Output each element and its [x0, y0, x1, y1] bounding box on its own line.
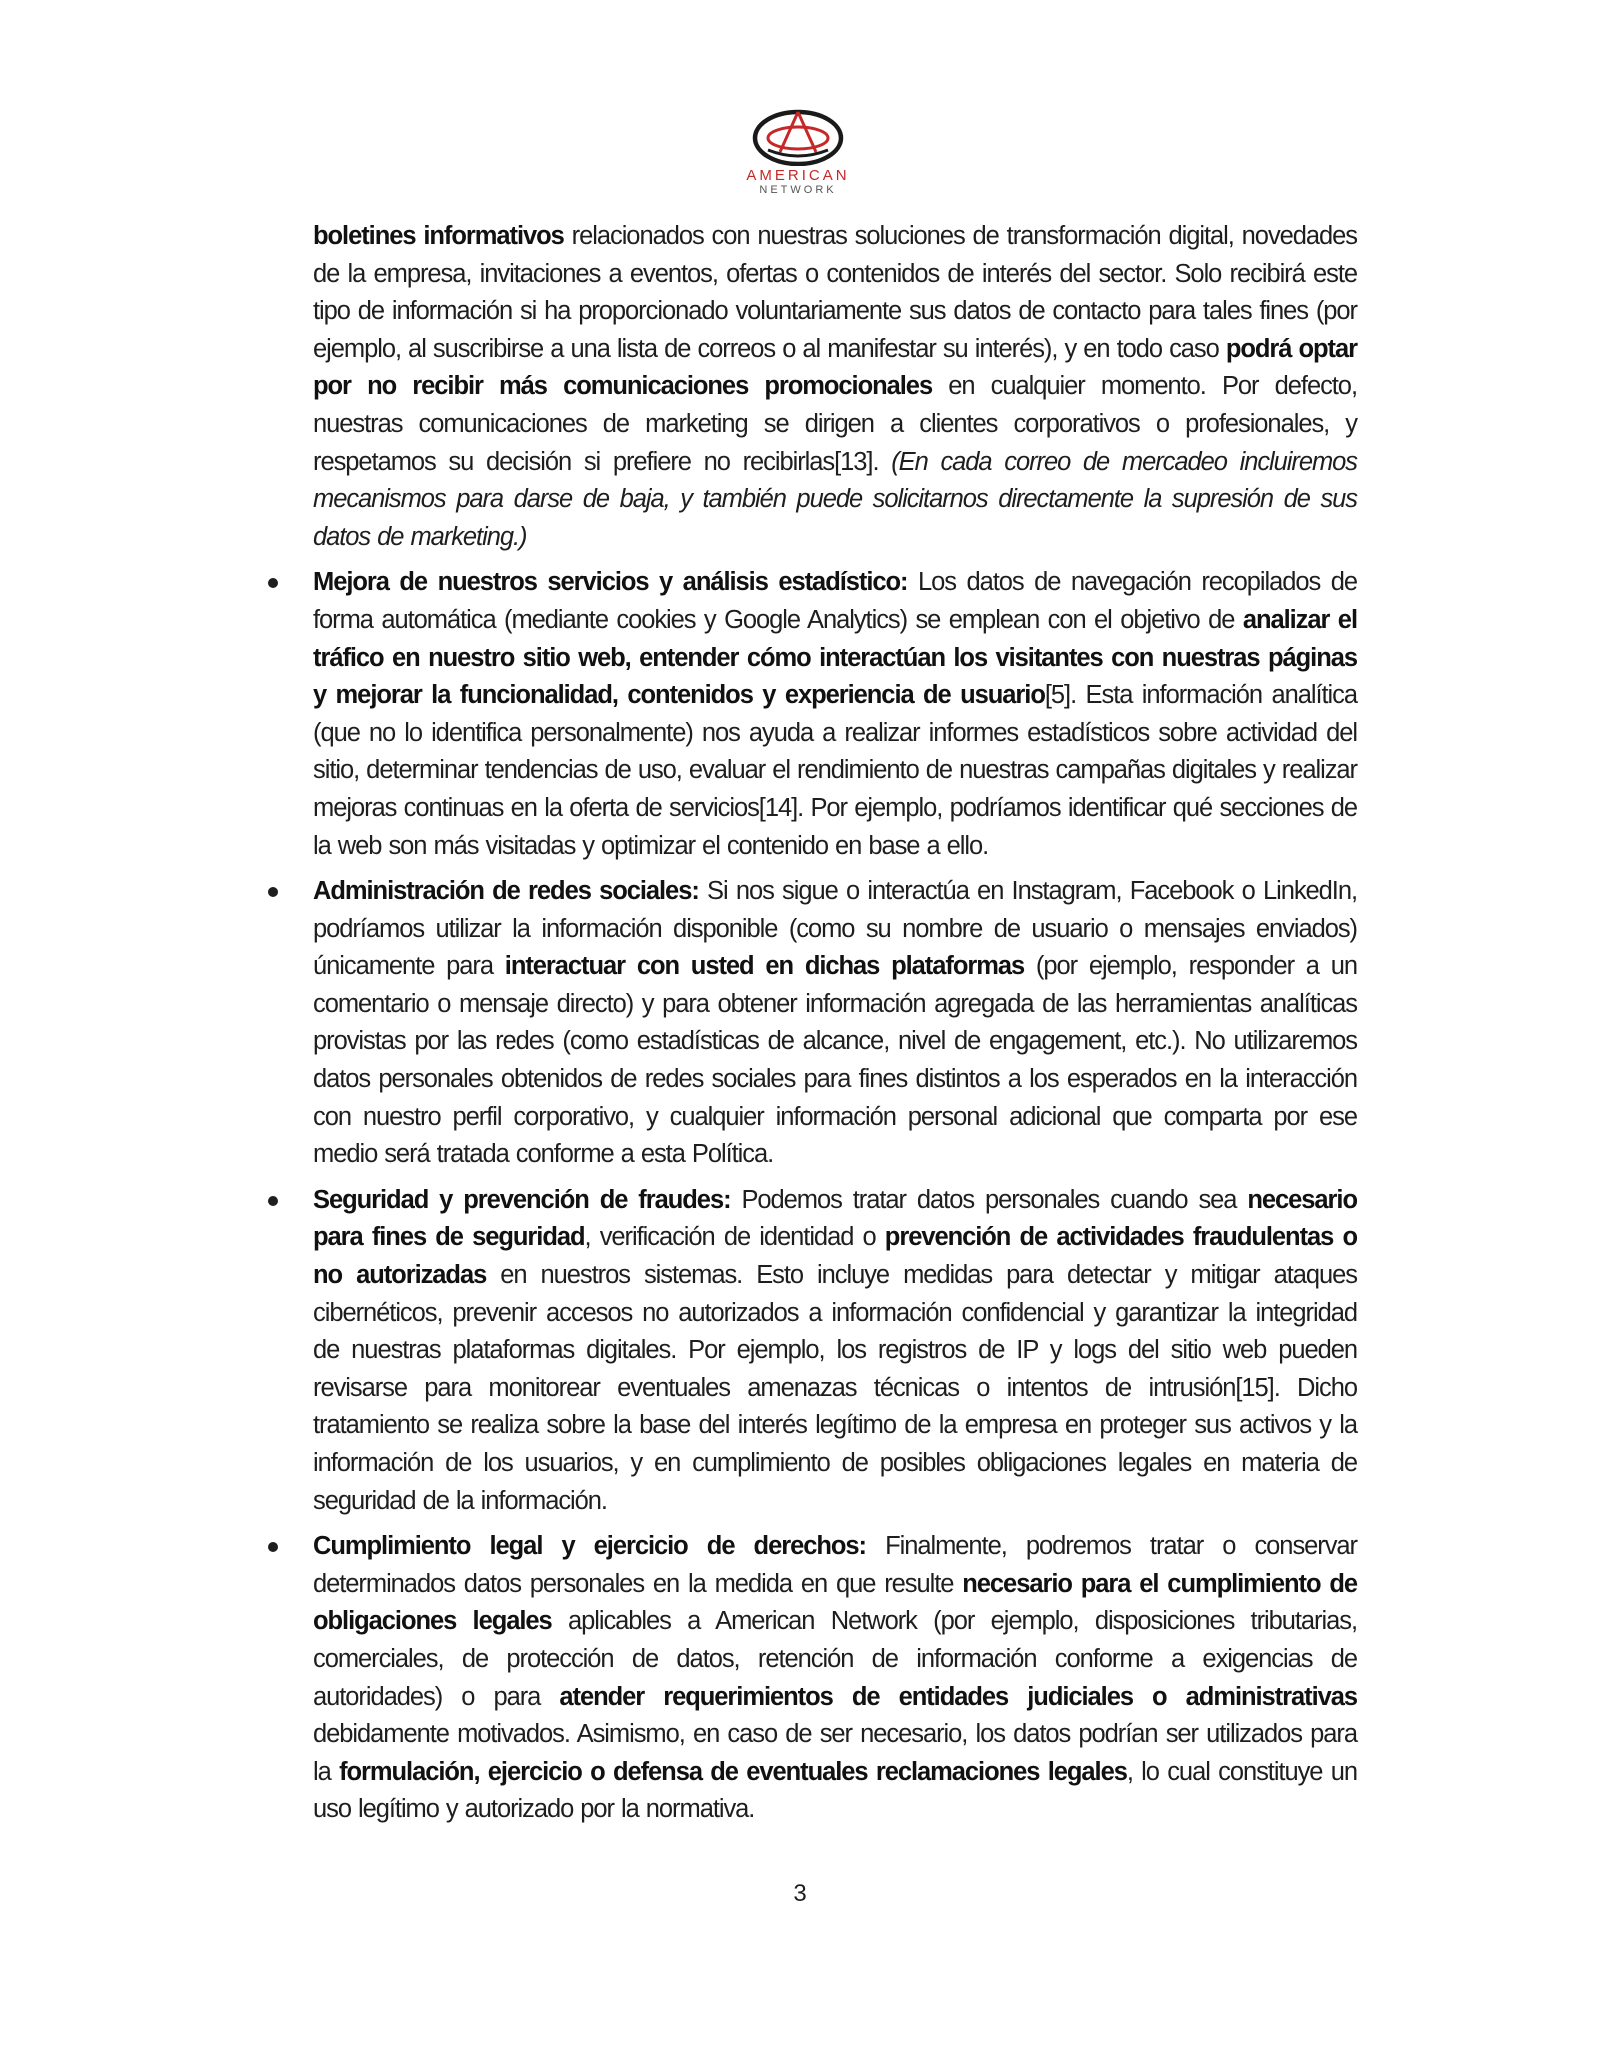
bold-text: podrá optar por no recibir más comunicaciones promocionales [313, 334, 1357, 401]
intro-paragraph [313, 218, 1357, 556]
body-text: (por ejemplo, responder a un comentario o mensaje directo) y para obtener información agregada de las herramientas analíticas provistas por las redes (como estadísticas de alcance, nivel de engagement, etc.). No utilizaremos datos personales obtenidos de redes sociales para fines distintos a los esperados en la interacción con nuestro perfil corporativo, y cualquier información personal adicional que comparta por ese medio será tratada conforme a esta Política. [313, 952, 1358, 1169]
page-number: 3 [793, 1880, 807, 1907]
bold-text: prevención de actividades fraudulentas o no autorizadas [313, 1223, 1357, 1290]
list-item-legal-compliance [313, 1528, 1357, 1829]
logo-text-american: AMERICAN [746, 167, 850, 184]
bullet-heading: Administración de redes sociales: [313, 877, 699, 906]
logo-text-network: NETWORK [759, 184, 837, 196]
body-text: , verificación de identidad o [584, 1223, 885, 1252]
body-text: debidamente motivados. Asimismo, en caso de ser necesario, los datos podrían ser utilizados para la [313, 1720, 1357, 1786]
body-text: en nuestros sistemas. Esto incluye medidas para detectar y mitigar ataques cibernéticos, prevenir accesos no autorizados a información confidencial y garantizar la integridad de nuestras plataformas digitales. Por ejemplo, los registros de IP y logs del sitio web pueden revisarse para monitorear eventuales amenazas técnicas o intentos de intrusión[15]. Dicho tratamiento se realiza sobre la base del interés legítimo de la empresa en proteger sus activos y la información de los usuarios, y en cumplimiento de posibles obligaciones legales en materia de seguridad de la información. [313, 1261, 1357, 1515]
body-text: [5]. Esta información analítica (que no lo identifica personalmente) nos ayuda a realizar informes estadísticos sobre actividad del sitio, determinar tendencias de uso, evaluar el rendimiento de nuestras campañas digitales y realizar mejoras continuas en la oferta de servicios[14]. Por ejemplo, podríamos identificar qué secciones de la web son más visitadas y optimizar el contenido en base a ello. [313, 681, 1357, 860]
document-body [313, 218, 1357, 1837]
globe-logo-icon [750, 108, 846, 166]
bold-text: necesario para el cumplimiento de obligaciones legales [313, 1569, 1357, 1636]
italic-text: (En cada correo de mercadeo incluiremos mecanismos para darse de baja, y también puede solicitarnos directamente la supresión de sus datos de marketing.) [313, 447, 1358, 551]
body-text: en cualquier momento. Por defecto, nuestras comunicaciones de marketing se dirigen a clientes corporativos o profesionales, y respetamos su decisión si prefiere no recibirlas[13]. [313, 372, 1357, 476]
body-text: , lo cual constituye un uso legítimo y autorizado por la normativa. [313, 1757, 1357, 1824]
bullet-heading: Seguridad y prevención de fraudes: [313, 1185, 731, 1214]
bullet-heading: Mejora de nuestros servicios y análisis estadístico: [313, 568, 908, 597]
body-text: Podemos tratar datos personales cuando sea [730, 1185, 1248, 1214]
body-text: aplicables a American Network (por ejemplo, disposiciones tributarias, comerciales, de protección de datos, retención de información conforme a exigencias de autoridades) o para [313, 1607, 1357, 1711]
bold-text: boletines informativos [313, 222, 564, 250]
body-text: relacionados con nuestras soluciones de transformación digital, novedades de la empresa, invitaciones a eventos, ofertas o contenidos de interés del sector. Solo recibirá este tipo de información si ha proporcionado voluntariamente sus datos de contacto para tales fines (por ejemplo, al suscribirse a una lista de correos o al manifestar su interés), y en todo caso [313, 222, 1357, 363]
bold-text: formulación, ejercicio o defensa de eventuales reclamaciones legales [339, 1757, 1127, 1786]
bold-text: analizar el tráfico en nuestro sitio web, entender cómo interactúan los visitantes con nuestras páginas y mejorar la funcionalidad, contenidos y experiencia de usuario [313, 605, 1357, 710]
body-text: Si nos sigue o interactúa en Instagram, Facebook o LinkedIn, podríamos utilizar la información disponible (como su nombre de usuario o mensajes enviados) únicamente para [313, 877, 1357, 981]
bold-text: interactuar con usted en dichas plataformas [504, 952, 1025, 981]
company-logo [723, 108, 873, 204]
bullet-heading: Cumplimiento legal y ejercicio de derechos: [313, 1532, 866, 1561]
list-item-analytics [313, 564, 1357, 865]
bold-text: necesario para fines de seguridad [313, 1185, 1357, 1252]
list-item-security [313, 1182, 1357, 1520]
body-text: Los datos de navegación recopilados de forma automática (mediante cookies y Google Analytics) se emplean con el objetivo de [313, 568, 1357, 634]
list-item-social-media [313, 873, 1357, 1174]
body-text: Finalmente, podremos tratar o conservar determinados datos personales en la medida en que resulte [313, 1532, 1357, 1598]
bold-text: atender requerimientos de entidades judiciales o administrativas [559, 1682, 1357, 1711]
